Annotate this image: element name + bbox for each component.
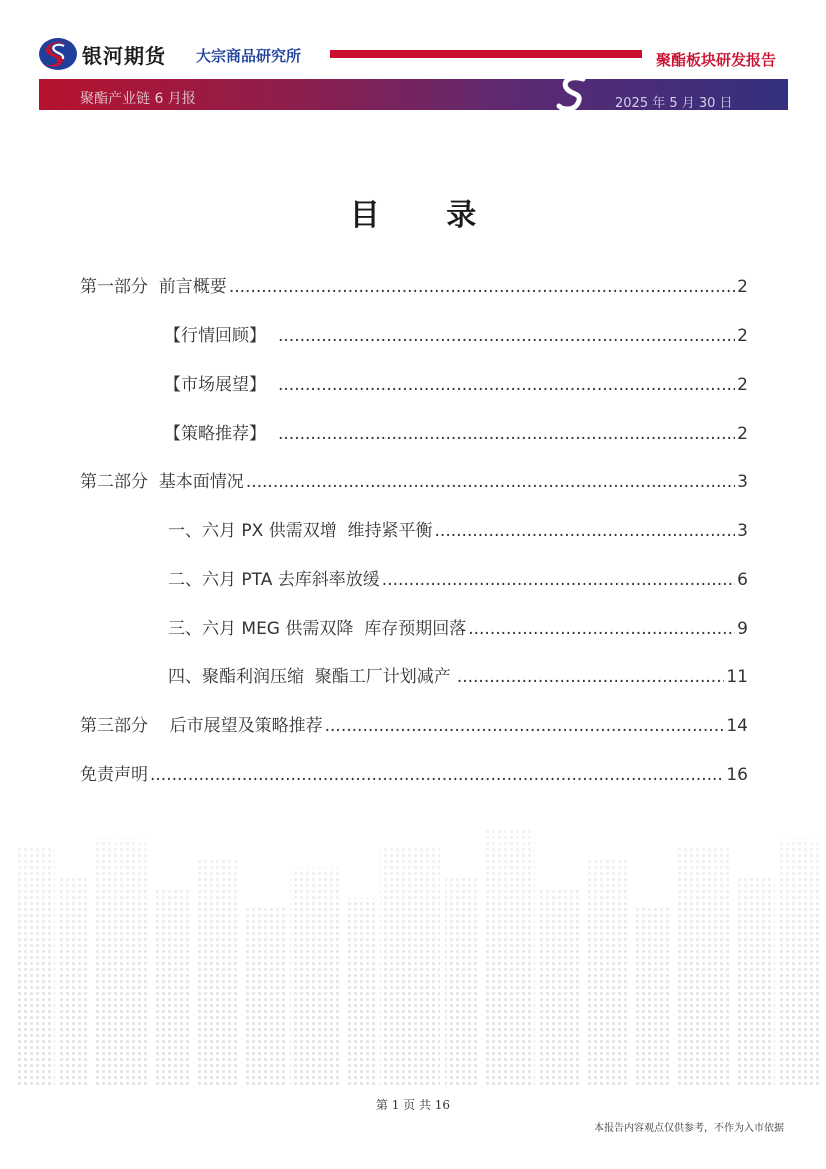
toc-entry-text: 第三部分 后市展望及策略推荐	[80, 716, 323, 736]
toc-entry[interactable]	[168, 662, 748, 687]
footer-disclaimer: 本报告内容观点仅供参考，不作为入市依据	[594, 1123, 784, 1134]
toc-entry-text: 免责声明	[80, 765, 148, 785]
toc-entry-text: 第一部分 前言概要	[80, 277, 227, 297]
toc-leader	[229, 277, 735, 297]
toc-entry[interactable]	[80, 711, 748, 736]
galaxy-futures-logo-icon	[38, 37, 78, 71]
brand-name: 银河期货	[82, 44, 166, 68]
toc-entry-page: 2	[737, 375, 748, 395]
toc-entry-text: 【行情回顾】	[164, 326, 266, 346]
toc-entry-text: 一、六月 PX 供需双增 维持紧平衡	[168, 521, 433, 541]
toc-entry[interactable]	[80, 467, 748, 492]
toc-entry-page: 11	[726, 667, 748, 687]
toc-leader	[382, 570, 735, 590]
toc-entry-page: 2	[737, 326, 748, 346]
toc-entry-page: 2	[737, 424, 748, 444]
toc-entry-text: 三、六月 MEG 供需双降 库存预期回落	[168, 619, 467, 639]
report-type: 聚酯板块研发报告	[656, 51, 777, 69]
toc-entry-page: 16	[726, 765, 748, 785]
toc-title: 目 录	[349, 198, 505, 233]
toc-entry-page: 9	[737, 619, 748, 639]
toc-entry[interactable]	[168, 516, 748, 541]
toc-leader	[278, 375, 735, 395]
toc-leader	[278, 326, 735, 346]
toc-leader	[468, 619, 735, 639]
toc-entry[interactable]	[164, 370, 748, 395]
header-red-rule	[330, 50, 642, 58]
toc-entry-text: 二、六月 PTA 去库斜率放缓	[168, 570, 380, 590]
toc-entry[interactable]	[164, 321, 748, 346]
toc-entry-page: 3	[737, 521, 748, 541]
toc-entry[interactable]	[168, 614, 748, 639]
toc-entry[interactable]	[80, 760, 748, 785]
report-name: 聚酯产业链 6 月报	[80, 91, 196, 107]
report-date: 2025 年 5 月 30 日	[615, 96, 733, 111]
toc-entry-page: 3	[737, 472, 748, 492]
toc-entry[interactable]	[80, 272, 748, 297]
skyline-watermark	[0, 818, 826, 1088]
toc-leader	[246, 472, 735, 492]
toc-leader	[435, 521, 736, 541]
toc-entry-text: 【策略推荐】	[164, 424, 266, 444]
toc-entry[interactable]	[164, 419, 748, 444]
toc-entry-text: 四、聚酯利润压缩 聚酯工厂计划减产	[168, 667, 451, 687]
toc-leader	[457, 667, 725, 687]
institute-name: 大宗商品研究所	[196, 47, 302, 65]
toc-leader	[278, 424, 735, 444]
toc-entry-page: 6	[737, 570, 748, 590]
page-number: 第 1 页 共 16	[375, 1098, 451, 1112]
toc-entry[interactable]	[168, 565, 748, 590]
toc-entry-page: 2	[737, 277, 748, 297]
toc-entry-text: 第二部分 基本面情况	[80, 472, 244, 492]
toc-leader	[325, 716, 725, 736]
toc-entry-text: 【市场展望】	[164, 375, 266, 395]
toc-leader	[150, 765, 724, 785]
toc-entry-page: 14	[726, 716, 748, 736]
band-s-swoosh-icon	[553, 73, 591, 115]
